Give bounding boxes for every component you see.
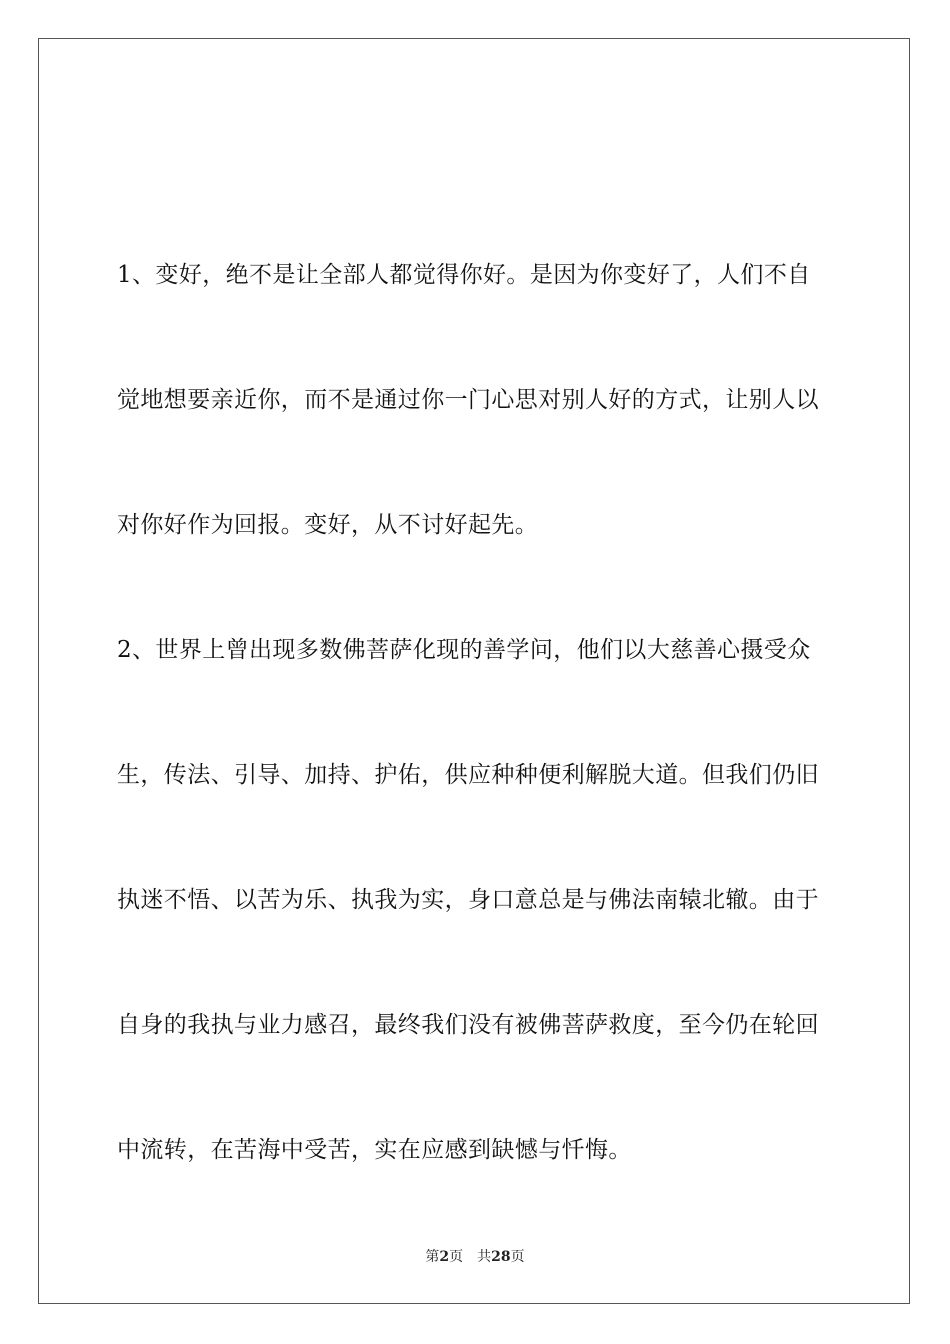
total-pages-number: 28 — [491, 1249, 511, 1265]
paragraph-1-line-2: 觉地想要亲近你，而不是通过你一门心思对别人好的方式，让别人以 — [117, 387, 819, 413]
page-frame — [38, 38, 910, 1304]
paragraph-2-line-3: 执迷不悟、以苦为乐、执我为实，身口意总是与佛法南辕北辙。由于 — [117, 887, 819, 913]
page-indicator: 第2页 — [425, 1249, 464, 1265]
page-number: 2 — [439, 1249, 450, 1265]
page-footer — [0, 1248, 950, 1266]
paragraph-2-line-4: 自身的我执与业力感召，最终我们没有被佛菩萨救度，至今仍在轮回 — [117, 1012, 819, 1038]
paragraph-2-line-1: 2、世界上曾出现多数佛菩萨化现的善学问，他们以大慈善心摄受众 — [117, 637, 811, 663]
paragraph-1-line-1: 1、变好，绝不是让全部人都觉得你好。是因为你变好了，人们不自 — [117, 262, 811, 288]
paragraph-2-line-5: 中流转，在苦海中受苦，实在应感到缺憾与忏悔。 — [117, 1137, 632, 1163]
paragraph-1-line-3: 对你好作为回报。变好，从不讨好起先。 — [117, 512, 539, 538]
paragraph-2-line-2: 生，传法、引导、加持、护佑，供应种种便利解脱大道。但我们仍旧 — [117, 762, 819, 788]
total-pages-indicator: 共28页 — [477, 1249, 525, 1265]
